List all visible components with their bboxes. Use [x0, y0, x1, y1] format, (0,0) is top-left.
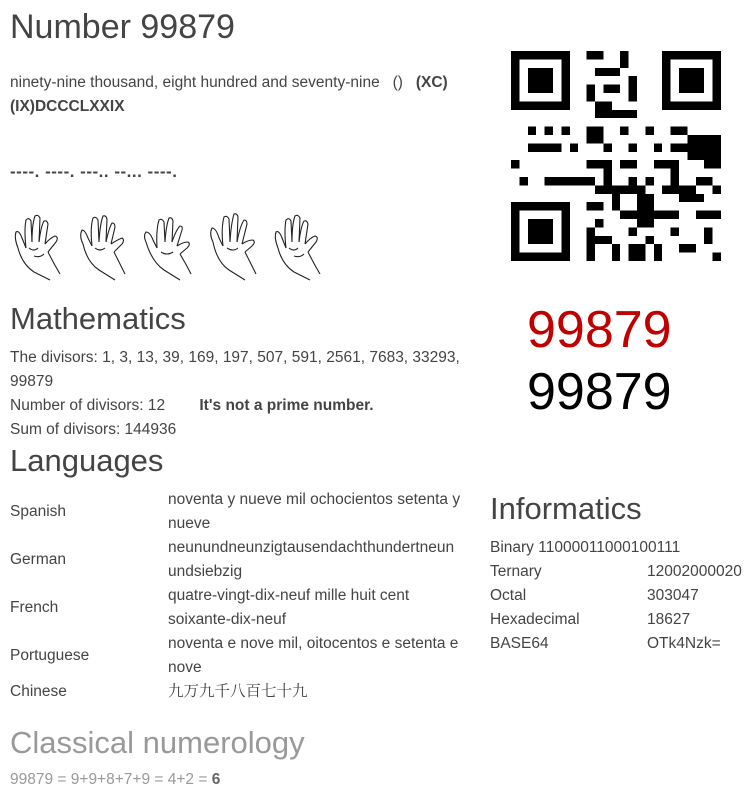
numerology-formula — [10, 771, 220, 789]
language-row — [10, 680, 480, 704]
language-text: neunundneunzigtausendachthundertneun undsiebzig — [168, 539, 455, 580]
informatics-section — [490, 536, 750, 656]
language-name: Chinese — [10, 683, 67, 700]
language-name: French — [10, 599, 59, 616]
numerology-heading: Classical numerology — [10, 725, 305, 760]
roman-numeral-bold: (XC) — [415, 74, 448, 91]
divisors-list: The divisors: 1, 3, 13, 39, 169, 197, 507, 591, 2561, 7683, 33293, 99879 — [10, 349, 460, 390]
language-row — [10, 632, 480, 680]
numerology-sum: 99879 = 9+9+8+7+9 = 4+2 = — [10, 771, 208, 788]
info-row — [490, 560, 750, 584]
qr-code — [511, 51, 721, 261]
binary-row: Binary 11000011000100111 — [490, 539, 681, 556]
info-row — [490, 608, 750, 632]
words-text: ninety-nine thousand, eight hundred and seventy-nine — [10, 74, 380, 91]
language-text: quatre-vingt-dix-neuf mille huit cent soixante-dix-neuf — [168, 587, 410, 628]
hand-nine-icon — [270, 208, 330, 282]
info-value: 12002000020 — [647, 563, 742, 580]
languages-heading: Languages — [10, 443, 164, 478]
language-row — [10, 536, 480, 584]
language-text: 九万九千八百七十九 — [168, 683, 308, 700]
language-name: German — [10, 551, 66, 568]
language-row — [10, 584, 480, 632]
hand-signs — [10, 208, 340, 284]
languages-table — [10, 488, 480, 704]
number-of-divisors: Number of divisors: 12 — [10, 397, 166, 414]
info-key: BASE64 — [490, 635, 549, 652]
info-row — [490, 584, 750, 608]
info-value: OTk4Nzk= — [647, 635, 721, 652]
info-value: 303047 — [647, 587, 699, 604]
roman-numeral: (IX)DCCCLXXIX — [10, 98, 125, 115]
info-key: Ternary — [490, 563, 542, 580]
sum-of-divisors: Sum of divisors: 144936 — [10, 421, 177, 438]
hand-eight-icon — [140, 208, 200, 282]
info-key: Octal — [490, 587, 527, 604]
page-title: Number 99879 — [10, 8, 235, 46]
informatics-heading: Informatics — [490, 491, 642, 526]
hand-seven-icon — [205, 208, 265, 282]
info-value: 18627 — [647, 611, 691, 628]
number-display-black: 99879 — [527, 363, 672, 421]
number-display-red: 99879 — [527, 301, 672, 359]
prime-status: It's not a prime number. — [199, 397, 374, 414]
language-row — [10, 488, 480, 536]
language-name: Portuguese — [10, 647, 90, 664]
language-text: noventa y nueve mil ochocientos setenta y nueve — [168, 491, 461, 532]
info-row — [490, 632, 750, 656]
numerology-result: 6 — [211, 771, 221, 788]
number-words — [10, 71, 480, 119]
hand-nine-icon — [10, 208, 70, 282]
language-name: Spanish — [10, 503, 67, 520]
mathematics-heading: Mathematics — [10, 301, 186, 336]
language-text: noventa e nove mil, oitocentos e setenta e nove — [168, 635, 459, 676]
info-key: Hexadecimal — [490, 611, 580, 628]
hand-nine-icon — [75, 208, 135, 282]
morse-code: ----. ----. ---.. --... ----. — [10, 162, 178, 181]
mathematics-section — [10, 346, 470, 442]
words-paren: () — [392, 74, 403, 91]
